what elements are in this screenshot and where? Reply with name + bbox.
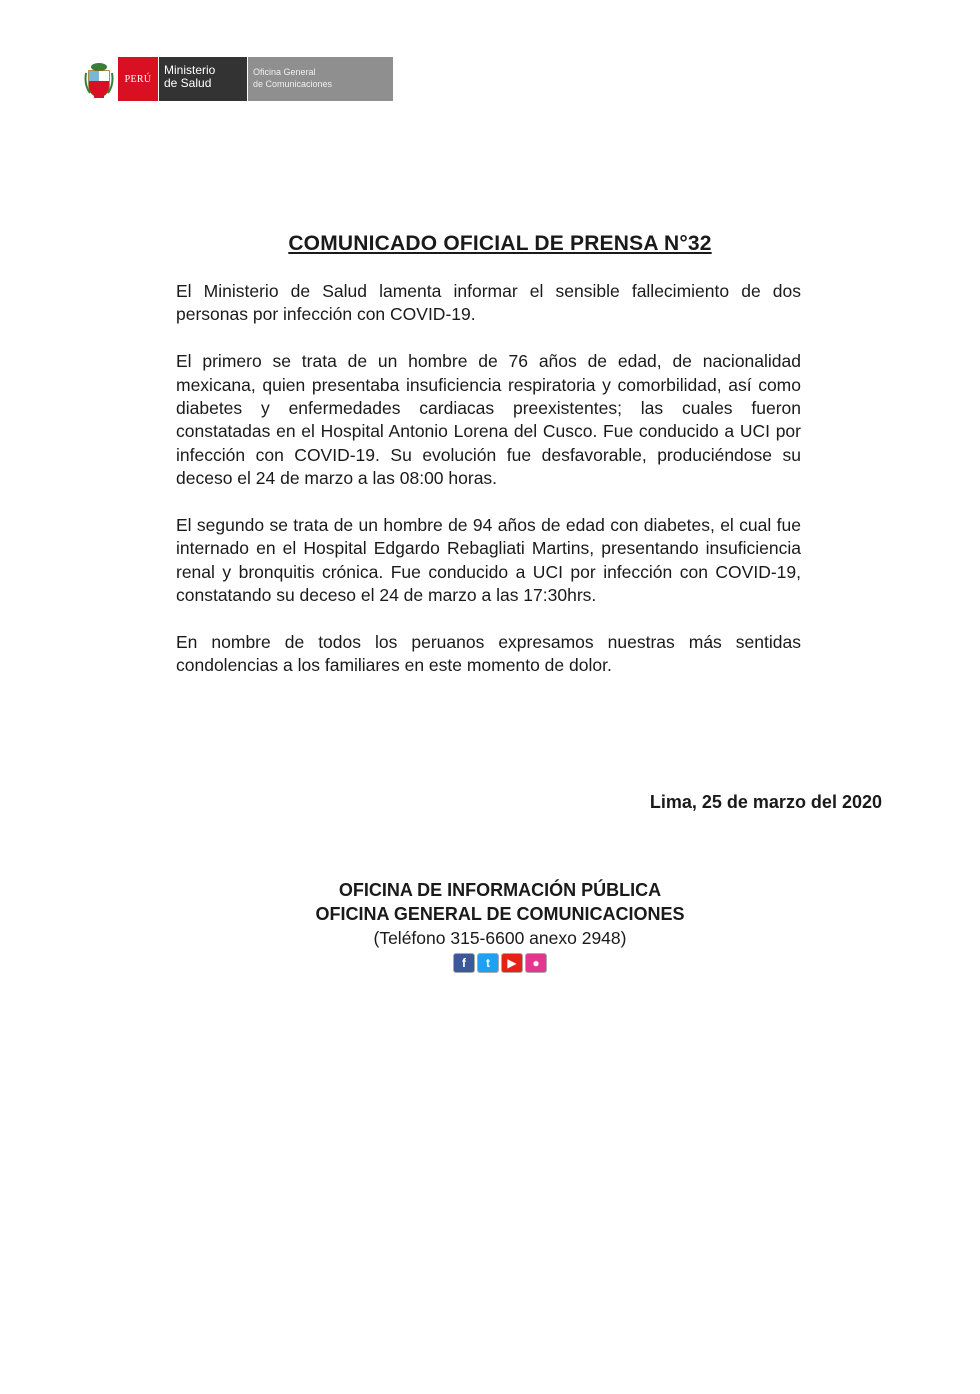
ministry-line-2: de Salud [164,76,212,90]
document-body [176,280,801,701]
office-line-2: de Comunicaciones [253,79,333,89]
footer-phone: (Teléfono 315-6600 anexo 2948) [373,928,627,948]
paragraph-4: En nombre de todos los peruanos expresamos nuestras más sentidas condolencias a los familiares en este momento de dolor. [176,632,801,676]
flickr-icon[interactable]: ● [525,953,547,973]
office-line-1: Oficina General [253,67,316,77]
paragraph-2: El primero se trata de un hombre de 76 años de edad, de nacionalidad mexicana, quien presentaba insuficiencia respiratoria y comorbilidad, así como diabetes y enfermedades cardiacas preexistentes; las cuales fueron constatadas en el Hospital Antonio Lorena del Cusco. Fue conducido a UCI por infección con COVID-19. Su evolución fue desfavorable, produciéndose su deceso el 24 de marzo a las 08:00 horas. [176,351,801,489]
peru-label-box [118,57,158,101]
twitter-icon[interactable]: t [477,953,499,973]
social-links [0,953,980,973]
footer-office-1: OFICINA DE INFORMACIÓN PÚBLICA [338,880,662,900]
coat-of-arms-icon [84,57,114,101]
ministry-line-1: Ministerio [164,63,216,77]
footer [0,878,980,973]
office-label-box [247,57,393,101]
facebook-icon[interactable]: f [453,953,475,973]
ministry-label-box [158,57,247,101]
paragraph-1: El Ministerio de Salud lamenta informar el sensible fallecimiento de dos personas por infección con COVID-19. [176,281,801,325]
youtube-icon[interactable]: ▶ [501,953,523,973]
peru-label: PERÚ [124,73,152,85]
footer-office-2: OFICINA GENERAL DE COMUNICACIONES [315,904,685,924]
ministry-logo [84,57,393,101]
document-title: COMUNICADO OFICIAL DE PRENSA N°32 [288,232,712,255]
document-date: Lima, 25 de marzo del 2020 [649,792,882,812]
paragraph-3: El segundo se trata de un hombre de 94 años de edad con diabetes, el cual fue internado en el Hospital Edgardo Rebagliati Martins, presentando insuficiencia renal y bronquitis crónica. Fue conducido a UCI por infección con COVID-19, constatando su deceso el 24 de marzo a las 17:30hrs. [176,515,801,606]
